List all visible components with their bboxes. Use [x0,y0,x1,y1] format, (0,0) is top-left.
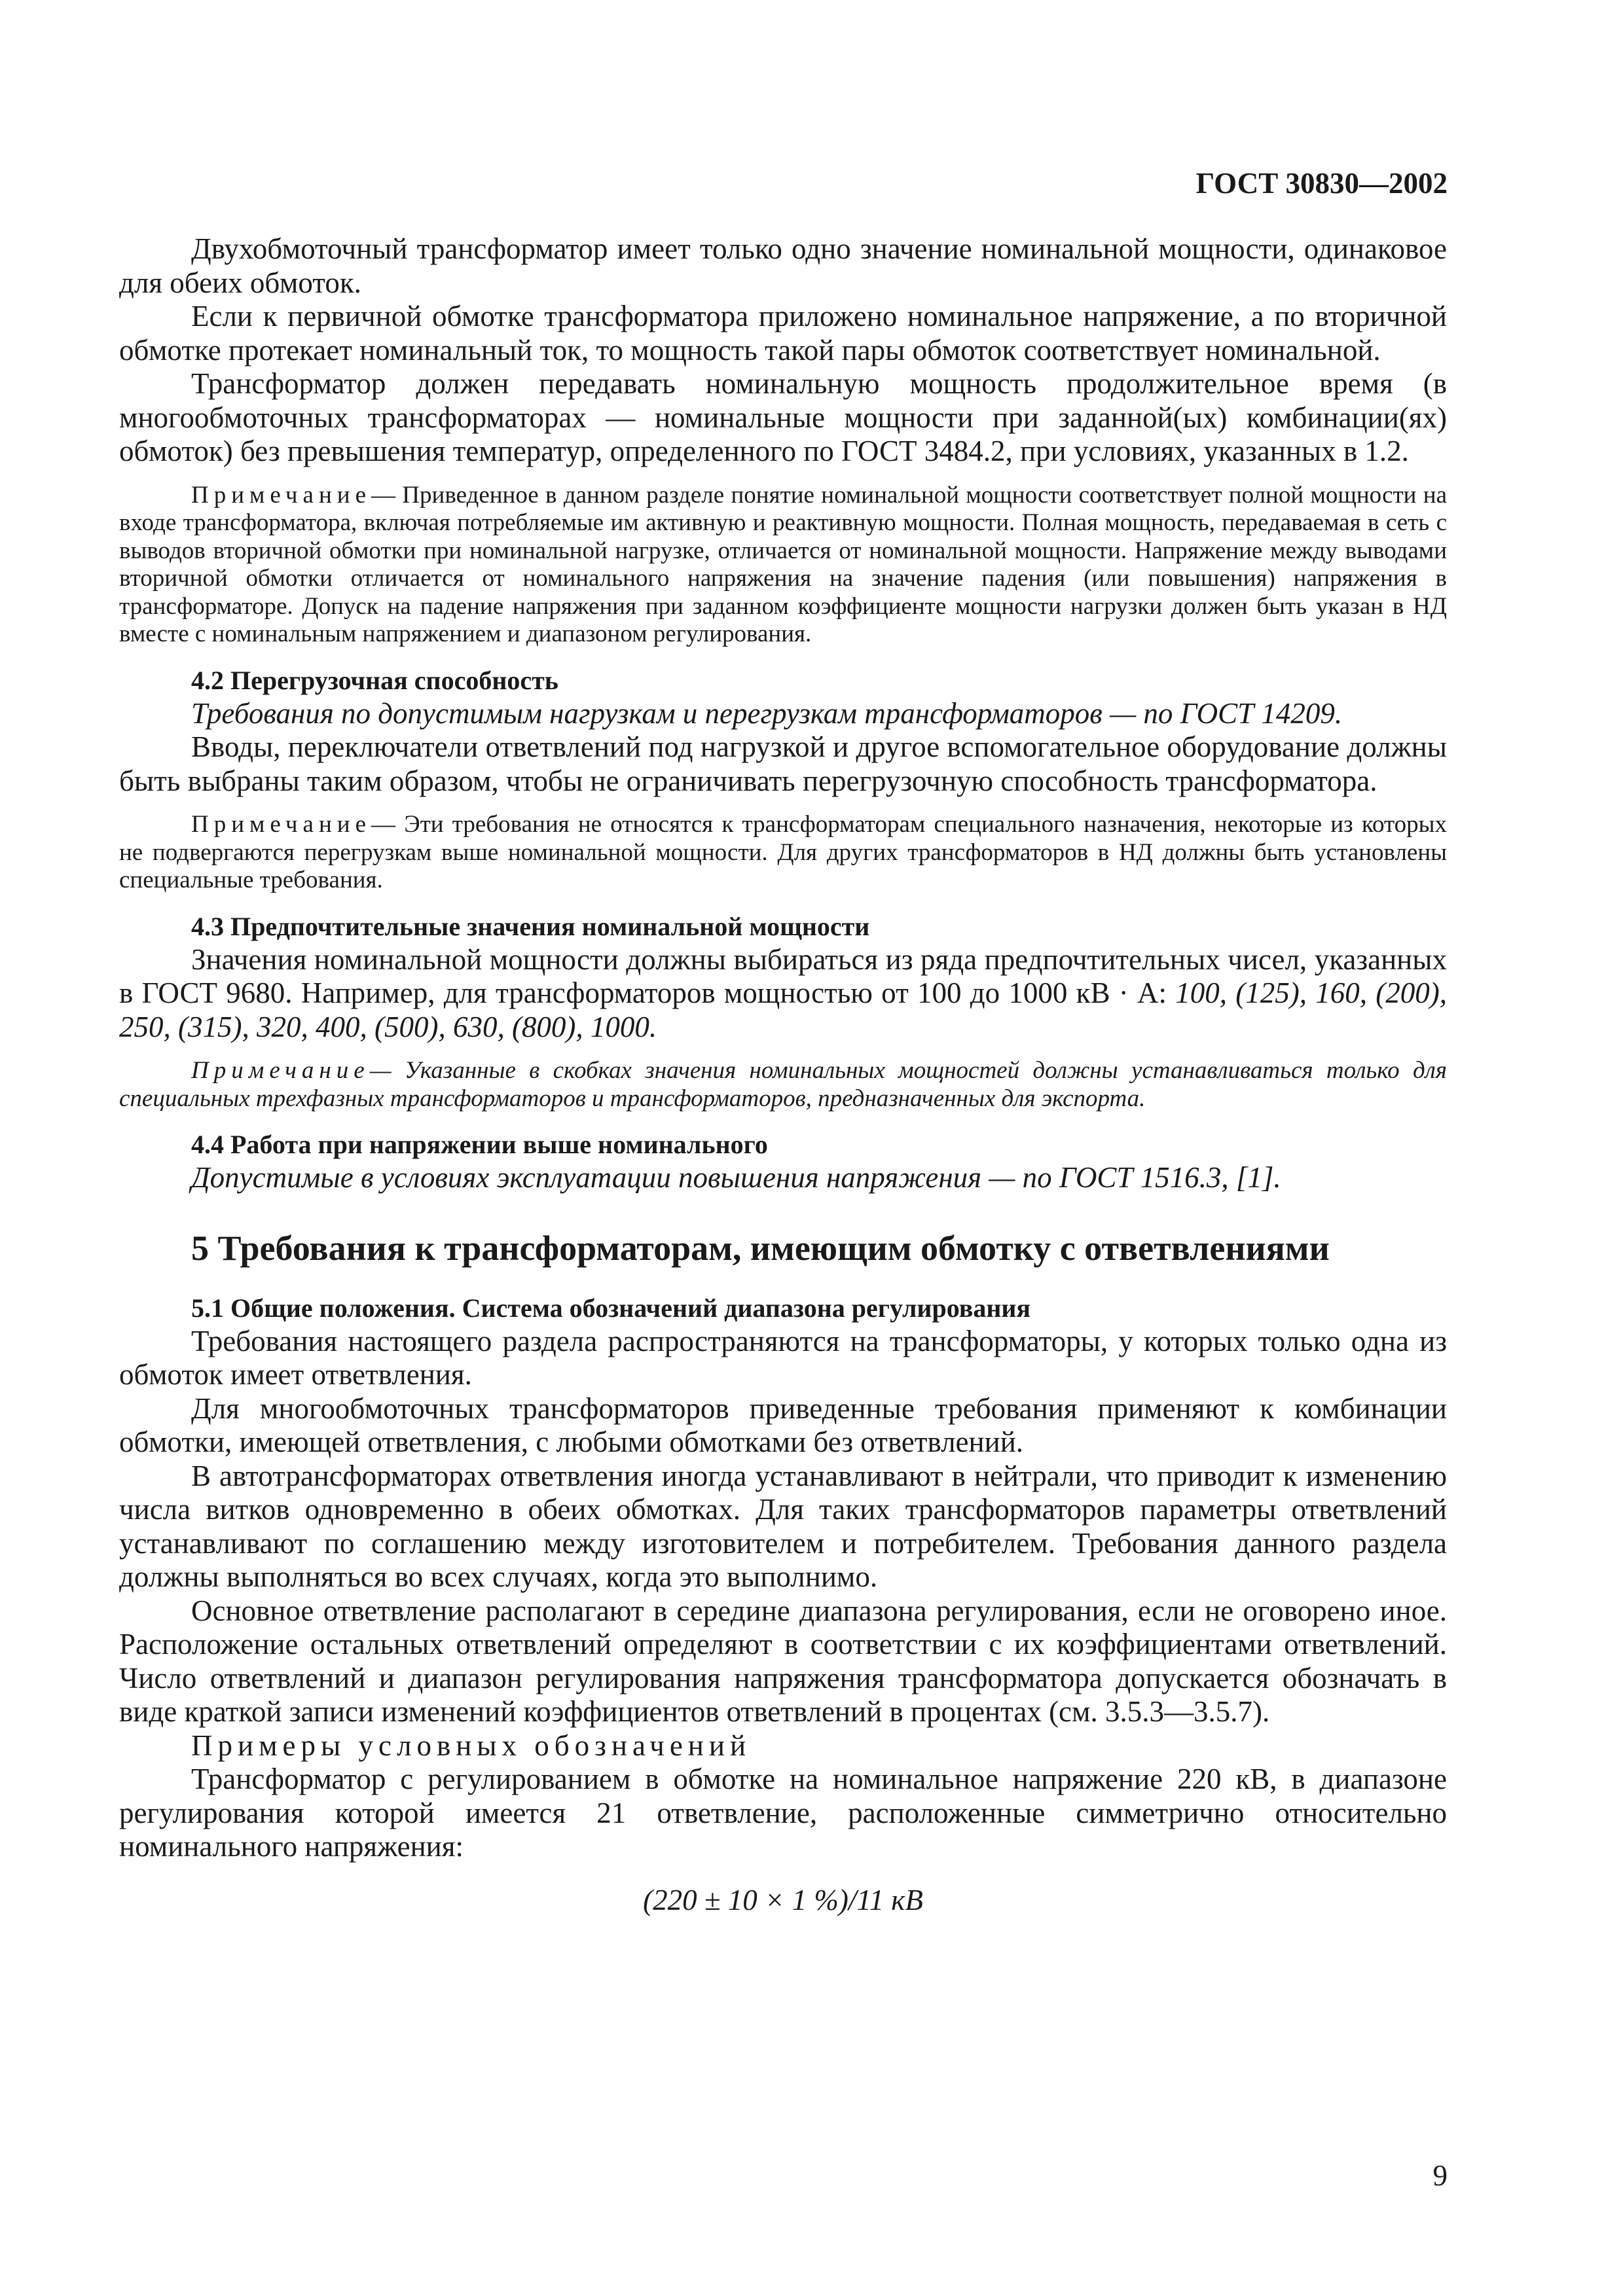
paragraph: Трансформатор с регулированием в обмотке на номинальное напряжение 220 кВ, в диапазоне регулирования которой имеется 21 ответвление, расположенные симметрично относительно номинального напряжения: [119,1763,1447,1863]
paragraph: Допустимые в условиях эксплуатации повышения напряжения — по ГОСТ 1516.3, [1]. [191,1161,1281,1194]
paragraph: Для многообмоточных трансформаторов приведенные требования применяют к комбинации обмотки, имеющей ответвления, с любыми обмотками без ответвлений. [119,1391,1447,1458]
note-text: — Приведенное в данном разделе понятие номинальной мощности соответствует полной мощности на входе трансформатора, включая потребляемые им активную и реактивную мощности. Полная мощность, передаваемая в сеть с выводов вторичной обмотки при номинальной нагрузке, отличается от номинальной мощности. Напряжение между выводами вторичной обмотки отличается от номинального напряжения на значение падения (или повышения) напряжения в трансформаторе. Допуск на падение напряжения при заданном коэффициенте мощности нагрузки должен быть указан в НД вместе с номинальным напряжением и диапазоном регулирования. [119,481,1447,647]
paragraph-text: Значения номинальной мощности должны выбираться из ряда предпочтительных чисел, указанных в ГОСТ 9680. Например, для трансформаторов мощностью от 100 до 1000 кВ · А: [119,942,1447,1009]
paragraph: Вводы, переключатели ответвлений под нагрузкой и другое вспомогательное оборудование должны быть выбраны таким образом, чтобы не ограничивать перегрузочную способность трансформатора. [119,730,1447,797]
note [119,482,1447,649]
paragraph: Трансформатор должен передавать номинальную мощность продолжительное время (в многообмоточных трансформаторах — номинальные мощности при заданной(ых) комбинации(ях) обмоток) без превышения температур, определенного по ГОСТ 3484.2, при условиях, указанных в 1.2. [119,367,1447,467]
examples-heading: Примеры условных обозначений [191,1729,752,1762]
paragraph: Основное ответвление располагают в середине диапазона регулирования, если не оговорено иное. Расположение остальных ответвлений определяют в соответствии с их коэффициентами ответвлений. Число ответвлений и диапазон регулирования напряжения трансформатора допускается обозначать в виде краткой записи изменений коэффициентов ответвлений в процентах (см. 3.5.3—3.5.7). [119,1594,1447,1728]
paragraph: В автотрансформаторах ответвления иногда устанавливают в нейтрали, что приводит к изменению числа витков одновременно в обеих обмотках. Для таких трансформаторов параметры ответвлений устанавливают по соглашению между изготовителем и потребителем. Требования данного раздела должны выполняться во всех случаях, когда это выполнимо. [119,1459,1447,1593]
subsection-heading-4-2: 4.2 Перегрузочная способность [191,665,558,695]
note-label: Примечание [191,811,371,838]
paragraph: Двухобмоточный трансформатор имеет только одно значение номинальной мощности, одинаковое для обеих обмоток. [119,232,1447,299]
paragraph [119,943,1447,1045]
note [119,1057,1447,1113]
subsection-heading-4-4: 4.4 Работа при напряжении выше номинального [191,1130,768,1159]
paragraph: Если к первичной обмотке трансформатора приложено номинальное напряжение, а по вторичной обмотке протекает номинальный ток, то мощность такой пары обмоток соответствует номинальной. [119,300,1447,367]
subsection-heading-5-1: 5.1 Общие положения. Система обозначений диапазона регулирования [191,1293,1031,1323]
page-number: 9 [1432,2159,1448,2192]
power-series: 100, (125), 160, (200), 250, (315), 320, 400, (500), 630, (800), 1000. [119,977,1447,1043]
note-label: Примечание [191,1057,370,1084]
section-heading-5: 5 Требования к трансформаторам, имеющим обмотку с ответвлениями [191,1228,1330,1268]
note-text: — Эти требования не относятся к трансформаторам специального назначения, некоторые из которых не подвергаются перегрузкам выше номинальной мощности. Для других трансформаторов в НД должны быть установлены специальные требования. [119,811,1447,893]
note [119,811,1447,895]
formula: (220 ± 10 × 1 %)/11 кВ [643,1883,923,1916]
document-header: ГОСТ 30830—2002 [1195,167,1448,200]
paragraph: Требования настоящего раздела распространяются на трансформаторы, у которых только одна из обмоток имеет ответвления. [119,1324,1447,1391]
page-body [119,232,1447,1917]
subsection-heading-4-3: 4.3 Предпочтительные значения номинальной мощности [191,911,870,941]
note-text: — Указанные в скобках значения номинальных мощностей должны устанавливаться только для специальных трехфазных трансформаторов и трансформаторов, предназначенных для экспорта. [119,1057,1447,1112]
note-label: Примечание [191,481,371,509]
paragraph: Требования по допустимым нагрузкам и перегрузкам трансформаторов — по ГОСТ 14209. [191,696,1343,730]
